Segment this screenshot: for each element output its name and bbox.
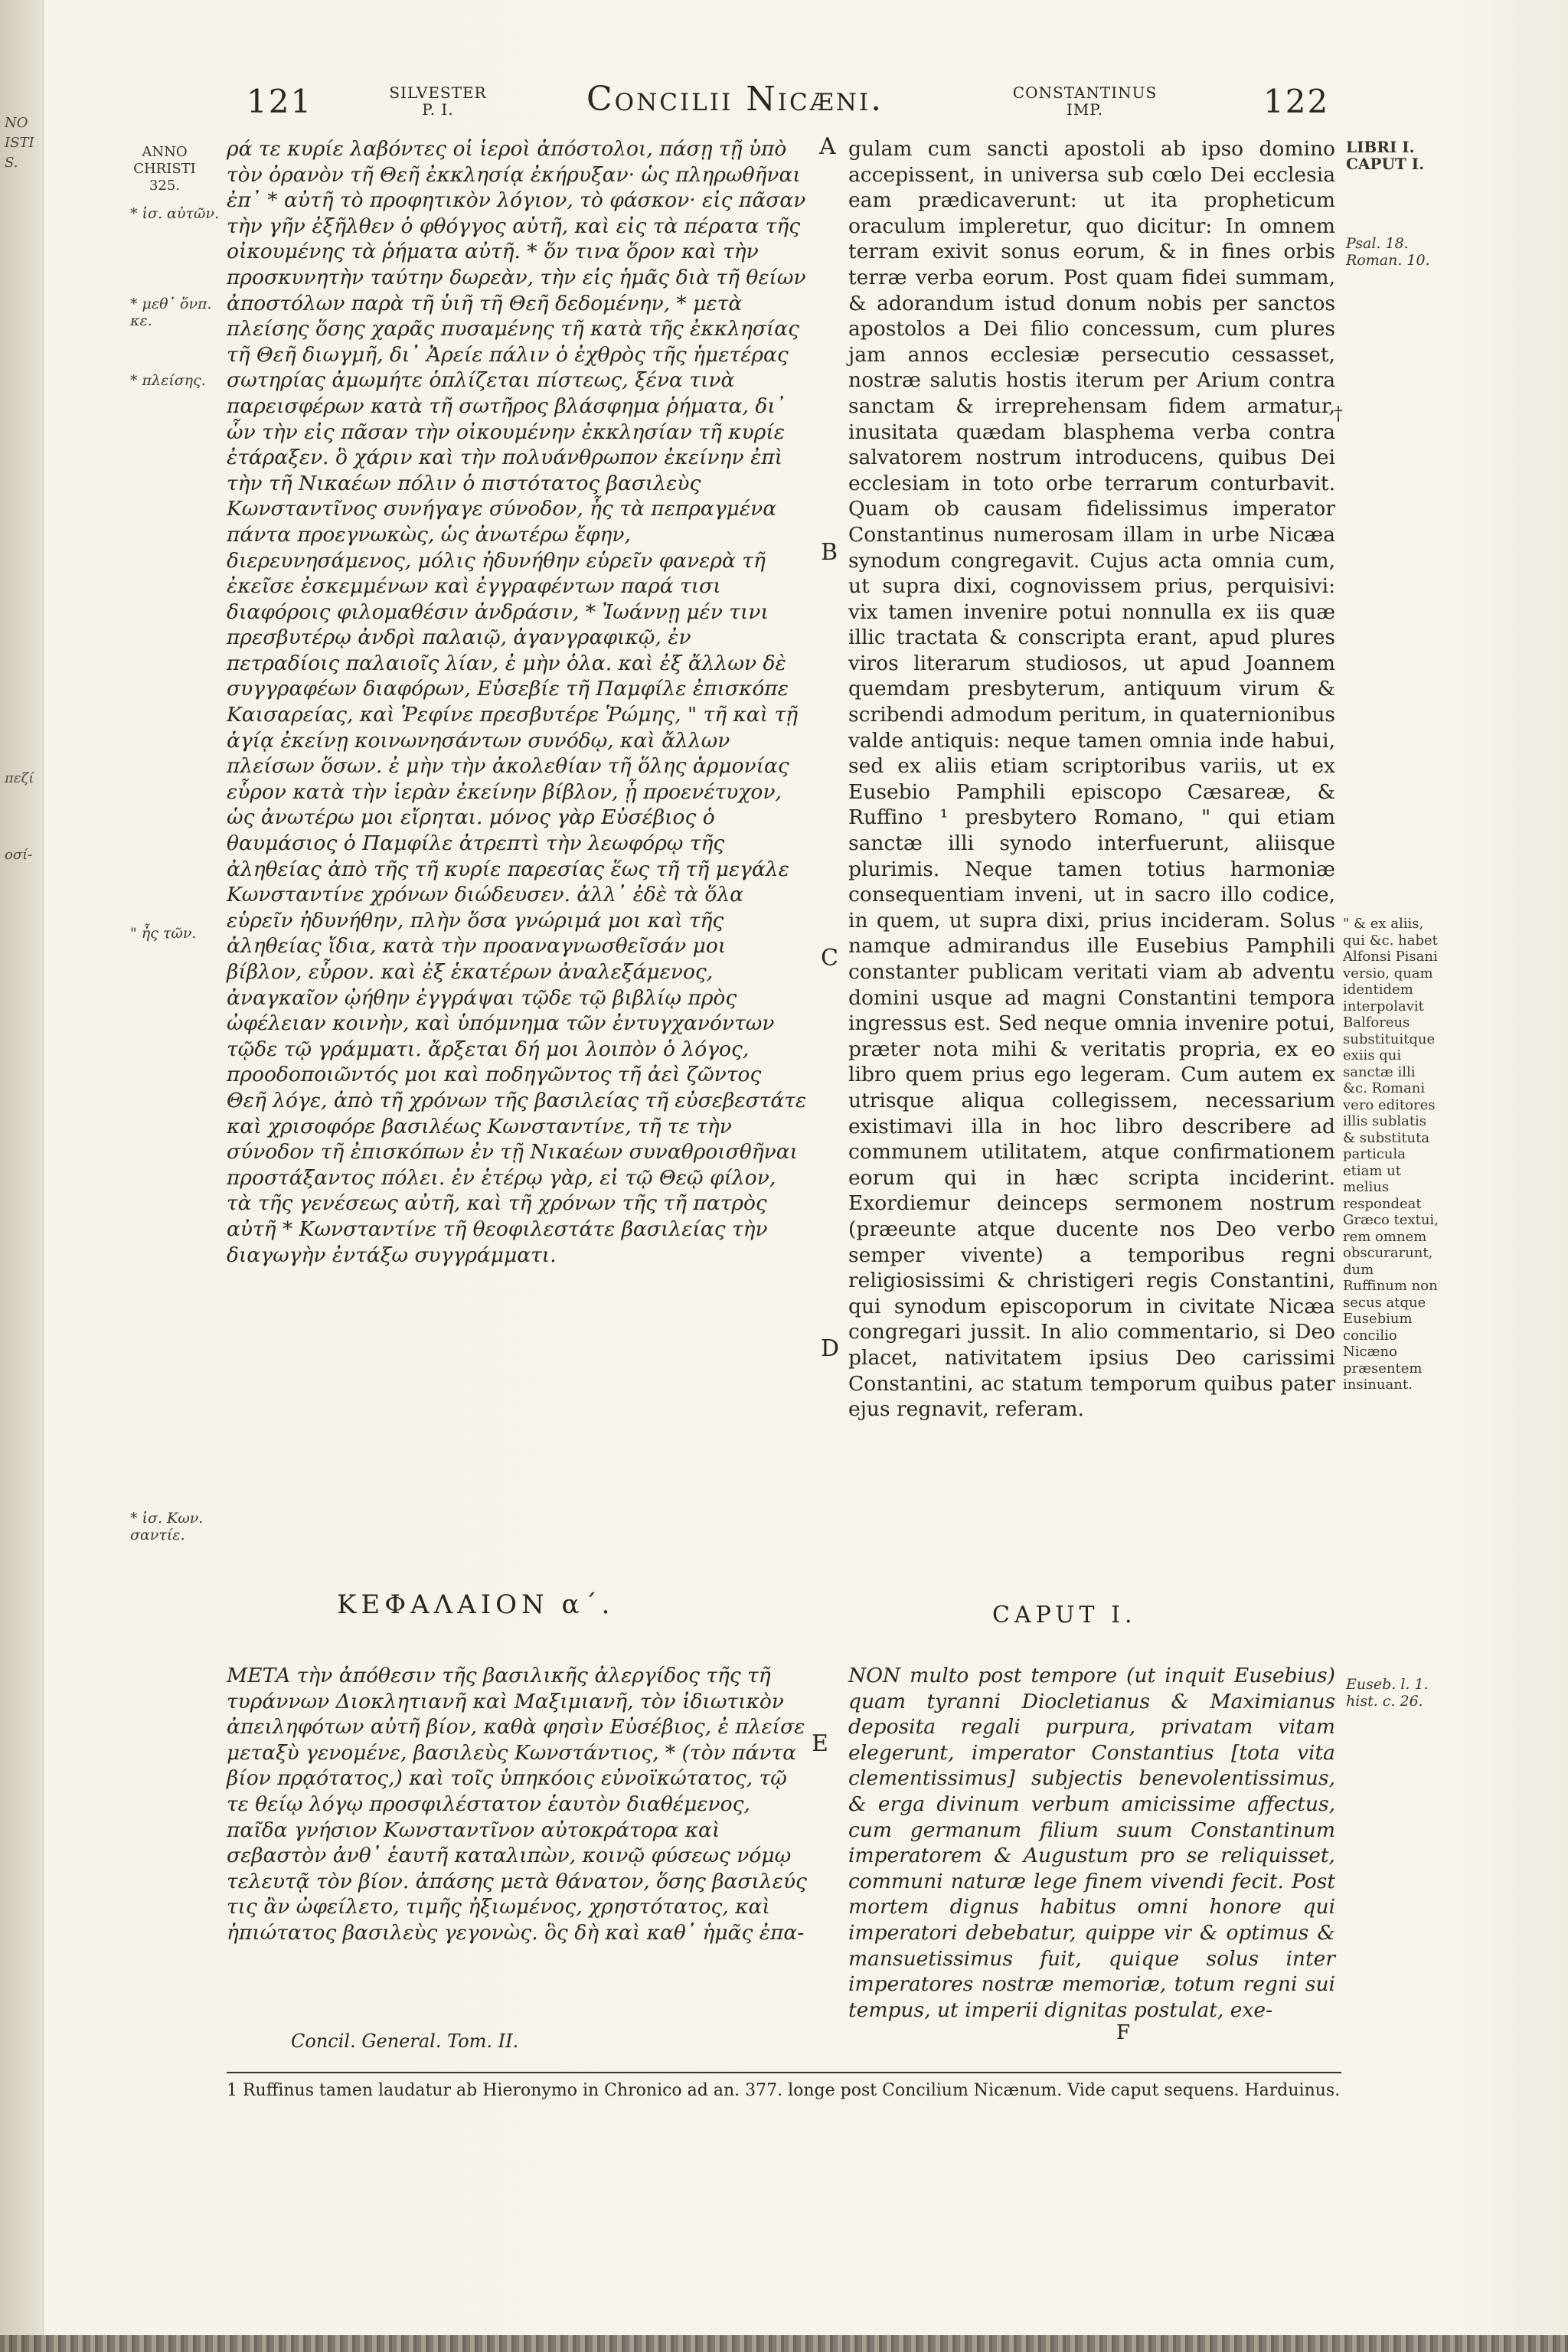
page-number-right: 122 <box>1263 83 1330 120</box>
section-letter: F <box>1116 2021 1131 2044</box>
book-chapter-ref: LIBRI I. CAPUT I. <box>1346 138 1425 173</box>
running-head-right: CONSTANTINUS IMP. <box>1012 83 1158 119</box>
latin-column <box>848 136 1335 1576</box>
greek-chapter-text: ΜΕΤΑ τὴν ἀπόθεσιν τῆς βασιλικῆς ἀλεργίδος τῆς τῆ τυράννων Διοκλητιανῆ καὶ Μαξιμιανῆ, τὸν ἰδιωτικὸν ἀπειληφότων αὐτῆ βίον, καθὰ φησὶν Εὐσέβιος, ἐ πλείσε μεταξὺ γενομένε, βασιλεὺς Κωνστάντιος, * (τὸν πάντα βίον πρᾳότατος,) καὶ τοῖς ὑπηκόοις εὐνοϊκώτατος, τῷ τε θείῳ λόγῳ προσφιλέστατον ἑαυτὸν διαθέμενος, παῖδα γνήσιον Κωνσταντῖνον αὐτοκράτορα καὶ σεβαστὸν ἀνθ᾽ ἑαυτῆ καταλιπὼν, κοινῷ φύσεως νόμῳ τελευτᾷ τὸν βίον. ἀπάσης μετὰ θάνατον, ὅσης βασιλεύς τις ἂν ὠφείλετο, τιμῆς ἠξιωμένος, χρηστότατος, καὶ ἠπιώτατος βασιλεὺς γεγονὼς. ὃς δὴ καὶ καθ᾽ ἡμᾶς ἐπα- <box>227 1664 807 1945</box>
latin-chapter-heading: CAPUT I. <box>992 1602 1137 1628</box>
signature-line: Concil. General. Tom. II. <box>291 2030 519 2052</box>
footnote-rule <box>227 2072 1341 2073</box>
section-letter: D <box>821 1335 840 1362</box>
gutter-fragment: S. <box>5 155 18 171</box>
running-head-left: SILVESTER P. I. <box>389 83 487 119</box>
margin-variant: * ἱσ. αὐτῶν. <box>130 205 220 222</box>
greek-text: ρά τε κυρίε λαβόντες οἱ ἱεροὶ ἀπόστολοι, πάσῃ τῇ ὑπὸ τὸν ὀρανὸν τῆ Θεῆ ἐκκλησίᾳ ἐκήρυξαν· ὡς πληρωθῆναι ἐπ᾽ * αὐτῆ τὸ προφητικὸν λόγιον, τὸ φάσκον· εἰς πᾶσαν τὴν γῆν ἐξῆλθεν ὁ φθόγγος αὐτῆ, καὶ εἰς τὰ πέρατα τῆς οἰκουμένης τὰ ῥήματα αὐτῆ. * ὅν τινα ὅρον καὶ τὴν προσκυνητὴν ταύτην δωρεὰν, τὴν εἰς ἡμᾶς διὰ τῆ θείων ἀποστόλων παρὰ τῆ ὑιῆ τῆ Θεῆ δεδομένην, * μετὰ πλείσης ὅσης χαρᾶς πυσαμένης τῆ κατὰ τῆς ἐκκλησίας τῆ Θεῆ διωγμῆ, δι᾽ Ἀρείε πάλιν ὁ ἐχθρὸς τῆς ἡμετέρας σωτηρίας ἀμωμήτε ὁπλίζεται πίστεως, ξένα τινὰ παρεισφέρων κατὰ τῆ σωτῆρος βλάσφημα ῥήματα, δι᾽ ὧν τὴν εἰς πᾶσαν τὴν οἰκουμένην ἐκκλησίαν τῆ κυρίε ἐτάραξεν. ὃ χάριν καὶ τὴν πολυάνθρωπον ἐκείνην ἐπὶ τὴν τῆ Νικαέων πόλιν ὁ πιστότατος βασιλεὺς Κωνσταντῖνος συνήγαγε σύνοδον, ἧς τὰ πεπραγμένα πάντα προεγνωκὼς, ὡς ἀνωτέρω ἔφην, διερευνησάμενος, μόλις ἠδυνήθην εὑρεῖν φανερὰ τῆ ἐκεῖσε ἐσκεμμένων καὶ ἐγγραφέντων παρά τισι διαφόροις φιλομαθέσιν ἀνδράσιν, * Ἰωάννῃ μέν τινι πρεσβυτέρῳ ἀνδρὶ παλαιῷ, ἀγανγραφικῷ, ἐν πετραδίοις παλαιοῖς λίαν, ἐ μὴν ὁλα. καὶ ἐξ ἄλλων δὲ συγγραφέων διαφόρων, Εὐσεβίε τῆ Παμφίλε ἐπισκόπε Καισαρείας, καὶ Ῥεφίνε πρεσβυτέρε Ῥώμης, " τῆ καὶ τῇ ἁγίᾳ ἐκείνῃ κοινωνησάντων συνόδῳ, καὶ ἄλλων πλείσων ὅσων. ἐ μὴν τὴν ἀκολεθίαν τῆ ὅλης ἁρμονίας εὗρον κατὰ τὴν ἱερὰν ἐκείνην βίβλον, ᾗ προενέτυχον, ὡς ἀνωτέρω μοι εἴρηται. μόνος γὰρ Εὐσέβιος ὁ θαυμάσιος ὁ Παμφίλε ἀτρεπτὶ τὴν λεωφόρῳ τῆς ἀληθείας ἀπὸ τῆς τῆ κυρίε παρεσίας ἕως τῆ τῆ μεγάλε Κωνσταντίνε χρόνων διώδευσεν. ἀλλ᾽ ἐδὲ τὰ ὅλα εὑρεῖν ἠδυνήθην, πλὴν ὅσα γνώριμά μοι καὶ τῆς ἀληθείας ἴδια, κατὰ τὴν προαναγνωσθεῖσάν μοι βίβλον, εὗρον. καὶ ἐξ ἑκατέρων ἀναλεξάμενος, ἀναγκαῖον ᾠήθην ἐγγράψαι τῷδε τῷ βιβλίῳ πρὸς ὠφέλειαν κοινὴν, καὶ ὑπόμνημα τῶν ἐντυγχανόντων τῷδε τῷ γράμματι. ἄρξεται δή μοι λοιπὸν ὁ λόγος, προοδοποιῶντός μοι καὶ ποδηγῶντος τῆ ἀεὶ ζῶντος Θεῆ λόγε, ἀπὸ τῆ χρόνων τῆς βασιλείας τῆ εὐσεβεστάτε καὶ χρισοφόρε βασιλέως Κωνσταντίνε, τῆ τε τὴν σύνοδον τῆ ἐπισκόπων ἐν τῇ Νικαέων συναθροισθῆναι προστάξαντος πόλει. ἐν ἑτέρῳ γὰρ, εἰ τῷ Θεῷ φίλον, τὰ τῆς γενέσεως αὐτῆ, καὶ τῆ χρόνων τῆς τῆ πατρὸς αὐτῆ * Κωνσταντίνε τῆ θεοφιλεστάτε βασιλείας τὴν διαγωγὴν ἐντάξω συγγράμματι. <box>227 137 807 1267</box>
page-title: Concilii Nicæni. <box>586 80 884 119</box>
margin-variant: * μεθ᾽ ὅνπ. κε. <box>130 296 212 329</box>
section-letter: E <box>812 1730 828 1757</box>
section-letter: B <box>821 539 838 566</box>
eusebius-ref: Euseb. l. 1. hist. c. 26. <box>1346 1676 1429 1710</box>
gutter-fragment: οσί- <box>5 847 33 863</box>
latin-text: gulam cum sancti apostoli ab ipso domino accepissent, in universa sub cœlo Dei ecclesia eam prædicaverunt: ut ita propheticum oraculum impleretur, quo dicitur: In omnem terram exivit sonus eorum, & in fines orbis terræ verba eorum. Post quam fidei summam, & adorandum istud donum nobis per sanctos apostolos a Dei filio concessum, cum plures jam annos ecclesiæ persecutio cessasset, nostræ salutis hostis iterum per Arium contra sanctam & irreprehensam fidem armatur, inusitata quædam blasphema verba contra salvatorem nostrum introducens, quibus Dei ecclesiam in toto orbe terrarum conturbavit. Quam ob causam fidelissimus imperator Constantinus numerosam illam in urbe Nicæa synodum congregavit. Cujus acta omnia cum, ut supra dixi, cognovissem prius, perquisivi: vix tamen invenire potui nonnulla ex iis quæ illic tractata & conscripta erant, apud plures viros literarum studiosos, ut apud Joannem quemdam presbyterum, antiquum virum & scribendi admodum peritum, in quaternionibus valde antiquis: neque tamen omnia inde habui, sed ex aliis etiam scriptoribus variis, ut ex Eusebio Pamphili episcopo Cæsareæ, & Ruffino ¹ presbytero Romano, " qui etiam sanctæ illi synodo interfuerunt, aliisque plurimis. Neque tamen totius harmoniæ consequentiam inveni, ut in sacro illo codice, in quem, ut supra dixi, prius incideram. Solus namque admirandus ille Eusebius Pamphili constanter publicam veritati viam ab adventu domini usque ad magni Constantini tempora ingressus est. Sed neque omnia invenire potui, præter nota mihi & veritatis propria, ex eo libro quem prius ego legeram. Cum autem ex utrisque aliqua collegissem, necessarium existimavi illa in hoc libro describere ad communem utilitatem, atque confirmationem eorum qui in hæc scripta inciderint. Exordiemur deinceps sermonem nostrum (præeunte atque ducente nos Deo verbo semper vivente) a temporibus regni religiosissimi & christigeri regis Constantini, qui synodum episcoporum in civitate Nicæa congregari jussit. In alio commentario, si Deo placet, nativitatem ipsius Deo carissimi Constantini, ac statum temporum quibus pater ejus regnavit, referam. <box>848 137 1335 1422</box>
latin-chapter-text: NON multo post tempore (ut inquit Eusebius) quam tyranni Diocletianus & Maximianus deposita regali purpura, privatam vitam elegerunt, imperator Constantius [tota vita clementissimus] subjectis benevolentissimus, & erga divinum verbum amicissime affectus, cum germanum filium suum Constantinum imperatorem & Augustum pro se reliquisset, communi naturæ lege finem vivendi fecit. Post mortem dignus habitus omni honore qui imperatori debebatur, quippe vir & optimus & mansuetissimus fuit, quique solus inter imperatores nostræ memoriæ, totum regni sui tempus, ut imperii dignitas postulat, exe- <box>848 1664 1335 2022</box>
margin-variant: * ἱσ. Κων. σαντίε. <box>130 1510 204 1544</box>
gutter-fragment: NO <box>5 115 28 131</box>
margin-annotation: " & ex aliis, qui &c. habet Alfonsi Pisani versio, quam identidem interpolavit Balforeus substituitque exiis qui sanctæ illi &c. Romani vero editores illis sublatis & substituta particula etiam ut melius respondeat Græco textui, rem omnem obscurarunt, dum Ruffinum non secus atque Eusebium concilio Nicæno præsentem insinuant. <box>1343 916 1439 1393</box>
page-number-left: 121 <box>247 83 313 120</box>
gutter-fragment: ISTI <box>5 135 34 151</box>
page-bottom-edge <box>0 2335 1568 2352</box>
section-letter: C <box>821 945 838 972</box>
greek-column <box>227 136 807 1576</box>
footnote: 1 Ruffinus tamen laudatur ab Hieronymo in Chronico ad an. 377. longe post Concilium Nicænum. Vide caput sequens. Harduinus. <box>227 2081 1341 2100</box>
facing-page-edge <box>0 0 44 2352</box>
margin-variant: " ἦς τῶν. <box>130 925 197 942</box>
anno-christi: ANNO CHRISTI 325. <box>133 144 196 194</box>
dagger-mark: † <box>1334 403 1343 424</box>
gutter-fragment: πεζί <box>5 770 34 786</box>
section-letter: A <box>819 133 836 160</box>
page-header <box>0 80 1568 133</box>
scripture-ref: Psal. 18. Roman. 10. <box>1346 235 1430 269</box>
margin-variant: * πλείσης. <box>130 372 206 389</box>
greek-chapter-heading: ΚΕΦΑΛΑΙΟΝ α΄. <box>337 1589 615 1620</box>
